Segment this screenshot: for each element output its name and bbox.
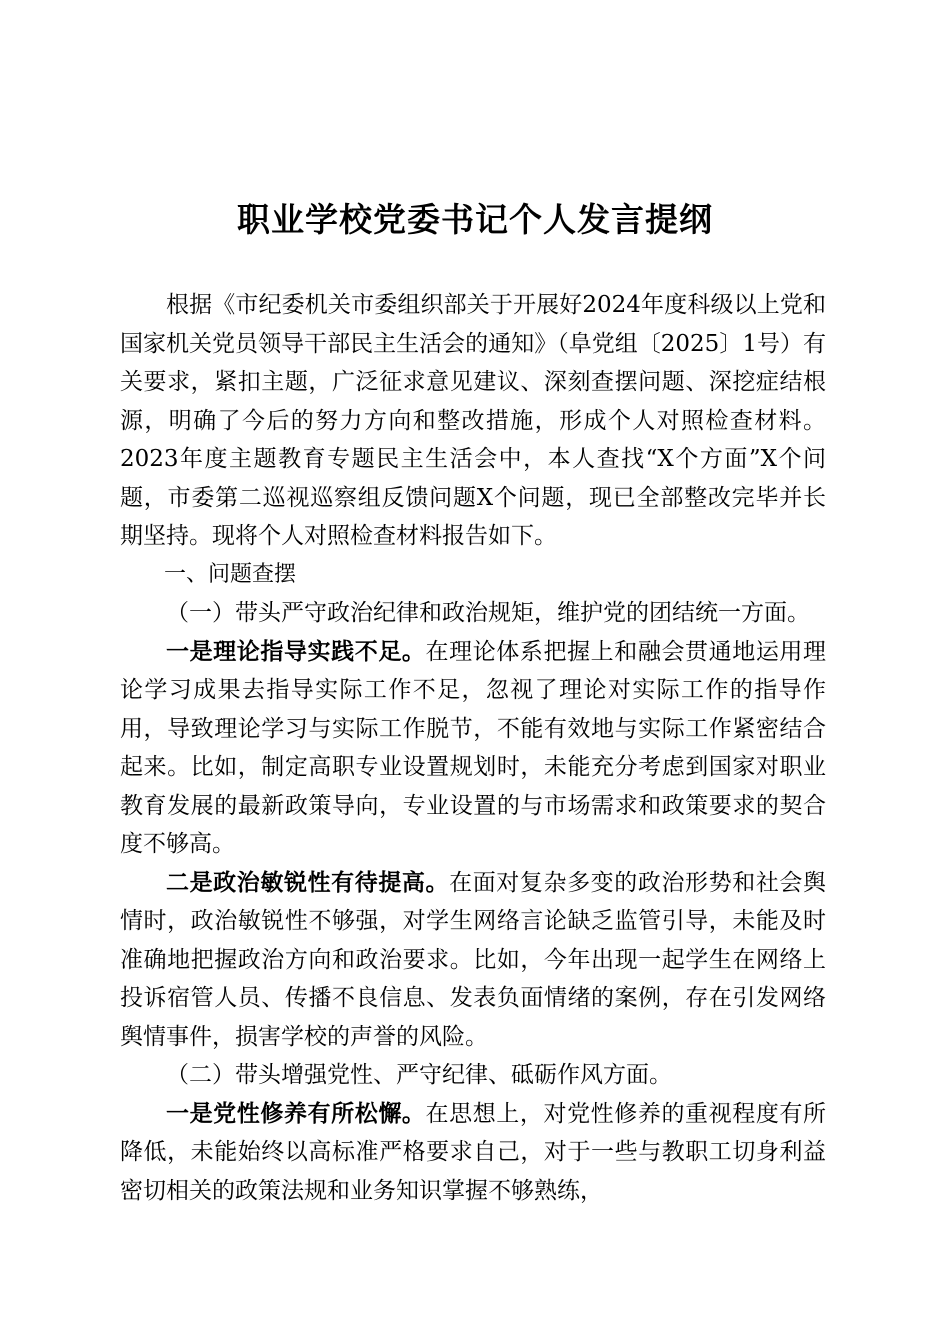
item-text: 在理论体系把握上和融会贯通地运用理论学习成果去指导实际工作不足，忽视了理论对实际工作的指导作用，导致理论学习与实际工作脱节，不能有效地与实际工作紧密结合起来。比如，制定高职专业设置规划时，未能充分考虑到国家对职业教育发展的最新政策导向，专业设置的与市场需求和政策要求的契合度不够高。 bbox=[120, 638, 827, 857]
subsection-heading-1: （一）带头严守政治纪律和政治规矩，维护党的团结统一方面。 bbox=[166, 600, 810, 626]
item-paragraph-theory bbox=[120, 633, 826, 864]
item-paragraph-political bbox=[120, 864, 826, 1057]
item-text: 在思想上，对党性修养的重视程度有所降低，未能始终以高标准严格要求自己，对于一些与教职工切身利益密切相关的政策法规和业务知识掌握不够熟练， bbox=[120, 1100, 827, 1204]
subsection-heading-2: （二）带头增强党性、严守纪律、砥砺作风方面。 bbox=[166, 1062, 672, 1088]
item-text: 在面对复杂多变的政治形势和社会舆情时，政治敏锐性不够强，对学生网络言论缺乏监管引导，未能及时准确地把握政治方向和政治要求。比如，今年出现一起学生在网络上投诉宿管人员、传播不良信息、发表负面情绪的案例，存在引发网络舆情事件，损害学校的声誉的风险。 bbox=[120, 869, 827, 1050]
section-heading-problems: 一、问题查摆 bbox=[164, 561, 297, 587]
item-lead: 一是理论指导实践不足。 bbox=[166, 637, 426, 665]
document-title: 职业学校党委书记个人发言提纲 bbox=[237, 200, 713, 239]
item-lead: 二是政治敏锐性有待提高。 bbox=[166, 868, 450, 896]
item-lead: 一是党性修养有所松懈。 bbox=[166, 1099, 426, 1127]
item-paragraph-party-spirit bbox=[120, 1095, 826, 1211]
document-body bbox=[120, 286, 826, 1210]
intro-paragraph: 根据《市纪委机关市委组织部关于开展好2024年度科级以上党和国家机关党员领导干部民主生活会的通知》（阜党组〔2025〕1号）有关要求，紧扣主题，广泛征求意见建议、深刻查摆问题、深挖症结根源，明确了今后的努力方向和整改措施，形成个人对照检查材料。2023年度主题教育专题民主生活会中，本人查找“X个方面”X个问题，市委第二巡视巡察组反馈问题X个问题，现已全部整改完毕并长期坚持。现将个人对照检查材料报告如下。 bbox=[120, 292, 826, 549]
